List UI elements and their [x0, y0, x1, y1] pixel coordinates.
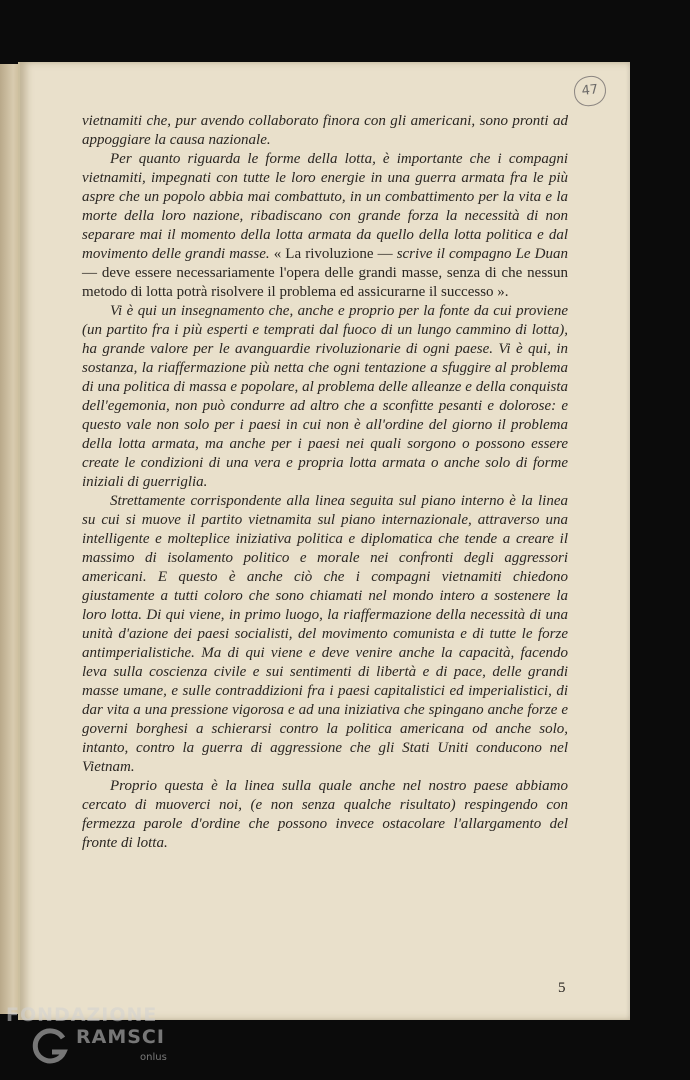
folio-stamp: 47: [573, 74, 608, 107]
paragraph-1-text: vietnamiti che, pur avendo collaborato finora con gli americani, sono pronti ad appoggiare la causa nazionale.: [82, 113, 568, 148]
text-body: [82, 112, 568, 853]
paragraph-2: [82, 150, 568, 302]
paragraph-4: [82, 492, 568, 777]
quote-body: — deve essere necessariamente l'opera delle grandi masse, senza di che nessun metodo di lotta potrà risolvere il problema ed assicurarne il successo ».: [82, 265, 568, 300]
paragraph-3-text: Vi è qui un insegnamento che, anche e proprio per la fonte da cui proviene (un partito fra i più esperti e temprati dal fuoco di un lungo cammino di lotta), ha grande valore per le avanguardie rivoluzionarie di ogni paese. Vi è qui, in sostanza, la riaffermazione più netta che ogni tentazione a sfuggire al problema di una politica di massa e popolare, al problema delle alleanze e della conquista dell'egemonia, non può condurre ad altro che a sconfitte pesanti e dolorose: e questo vale non solo per i paesi in cui non è all'ordine del giorno il problema della lotta armata, ma anche per i paesi nei quali sorgono o possono essere create le condizioni di una vera e propria lotta armata o anche solo di forme iniziali di guerriglia.: [82, 303, 568, 490]
paragraph-5: [82, 777, 568, 853]
paragraph-5-text: Proprio questa è la linea sulla quale anche nel nostro paese abbiamo cercato di muoverci noi, (e non senza qualche risultato) respingendo con fermezza parole d'ordine che possono invece ostacolare l'allargamento del fronte di lotta.: [82, 778, 568, 851]
paragraph-4-text: Strettamente corrispondente alla linea seguita sul piano interno è la linea su cui si muove il partito vietnamita sul piano internazionale, attraverso una intelligente e molteplice iniziativa politica e diplomatica che tende a creare il massimo di isolamento politico e morale nei confronti degli aggressori americani. E questo è anche ciò che i compagni vietnamiti chiedono giustamente a tutti coloro che sono chiamati nel mondo intero a sostenere la loro lotta. Di qui viene, in primo luogo, la riaffermazione della necessità di una unità d'azione dei paesi socialisti, del movimento comunista e di tutte le forze antimperialistiche. Ma di qui viene e deve venire anche la capacità, facendo leva sulla coscienza civile e sui sentimenti di libertà e di pace, delle grandi masse umane, e sulle contraddizioni fra i paesi capitalistici ed imperialistici, di dar vita a una pressione vigorosa e ad una iniziativa che spingano anche forze e governi borghesi a schierarsi contro la politica americana od anche solo, intanto, contro la guerra di aggressione che gli Stati Uniti conducono nel Vietnam.: [82, 493, 568, 775]
fondazione-gramsci-watermark: [4, 1004, 174, 1078]
paragraph-3: [82, 302, 568, 492]
paragraph-1: [82, 112, 568, 150]
quote-attribution: scrive il compagno Le Duan: [396, 246, 568, 262]
watermark-suffix: onlus: [140, 1052, 167, 1063]
gramsci-g-logo-icon: [30, 1026, 70, 1066]
page-number: 5: [558, 980, 566, 996]
quote-open: « La rivoluzione —: [273, 246, 397, 262]
watermark-line-2: RAMSCI: [76, 1026, 165, 1048]
document-page: [18, 62, 630, 1020]
watermark-line-1: FONDAZIONE: [6, 1004, 158, 1026]
paragraph-2-text-a: Per quanto riguarda le forme della lotta, è importante che i compagni vietnamiti, impegnati con tutte le loro energie in una guerra armata fra le più aspre che un popolo abbia mai combattuto, in un combattimento per la vita e la morte della loro nazione, ribadiscano con grande forza la necessità di non separare mai il momento della lotta armata da quello della lotta politica e dal movimento delle grandi masse.: [82, 151, 568, 262]
